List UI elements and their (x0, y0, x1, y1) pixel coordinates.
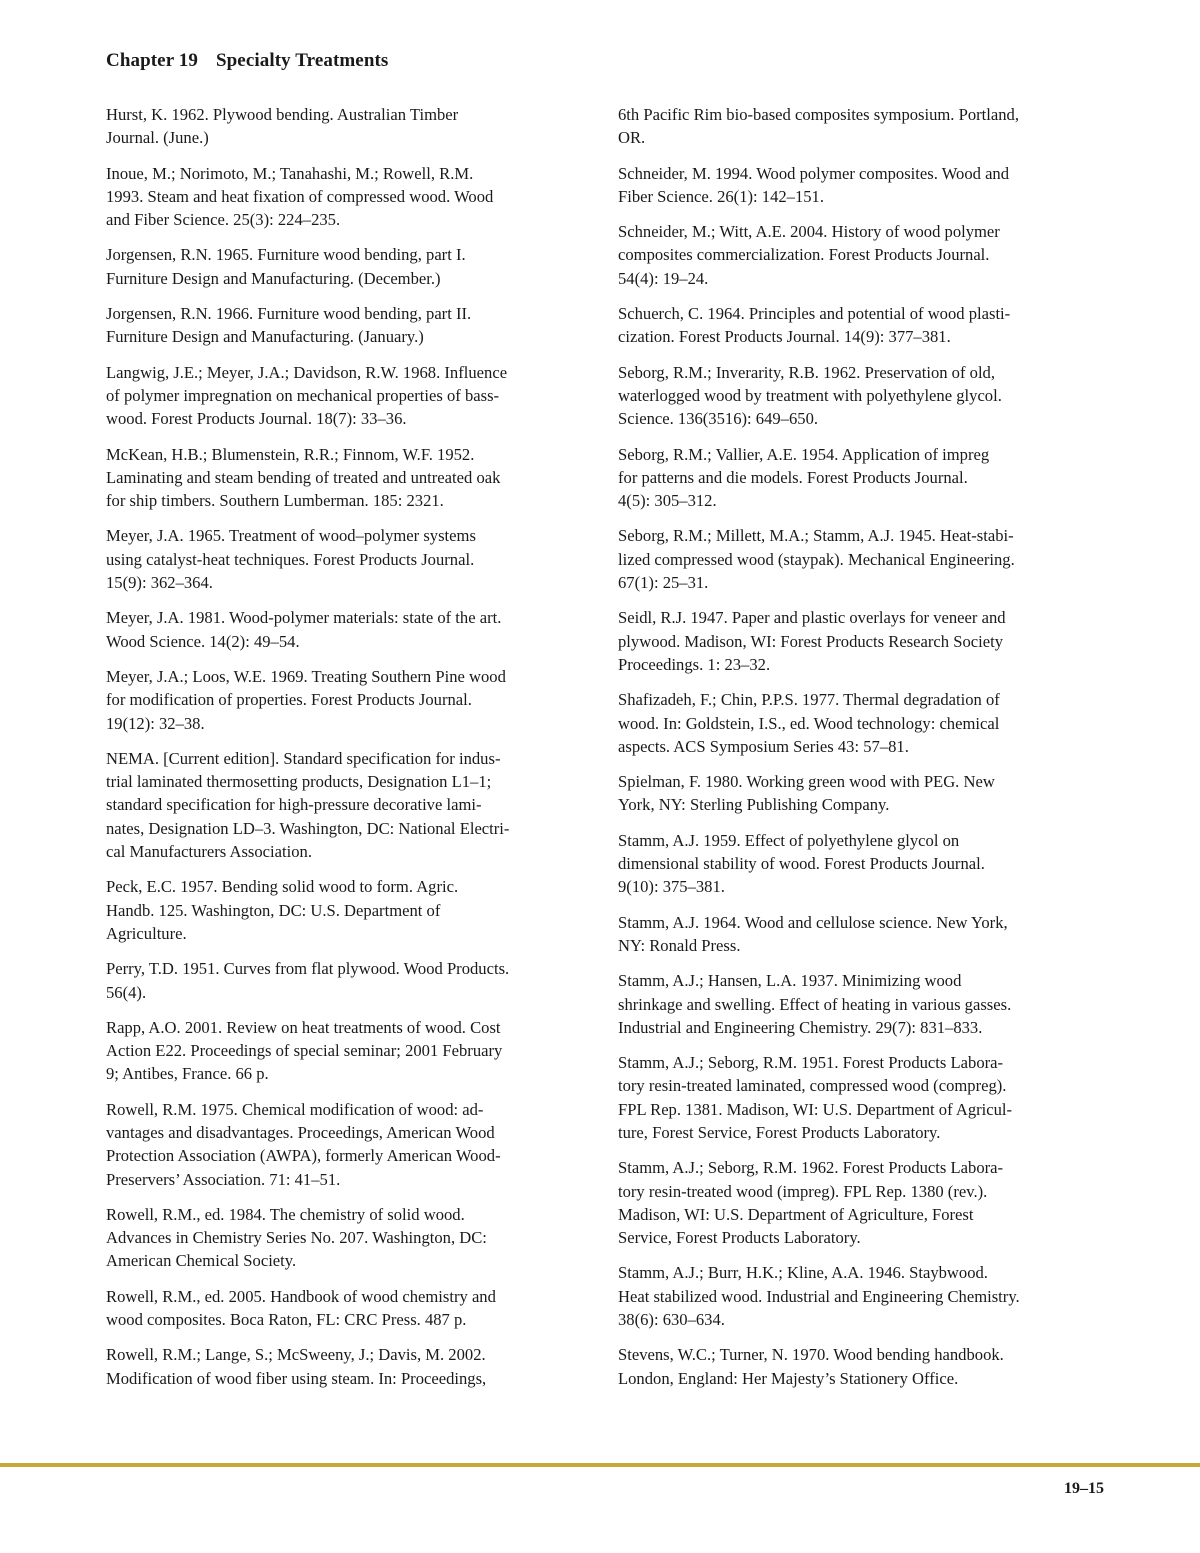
reference-entry (106, 1343, 588, 1390)
reference-line: Langwig, J.E.; Meyer, J.A.; Davidson, R.W. 1968. Influence (106, 362, 508, 382)
reference-line: Stamm, A.J. 1959. Effect of polyethylene glycol on (618, 830, 960, 850)
reference-line: American Chemical Society. (106, 1251, 297, 1271)
reference-entry (618, 220, 1100, 290)
reference-line: 15(9): 362–364. (106, 573, 213, 593)
reference-line: Stamm, A.J.; Hansen, L.A. 1937. Minimizing wood (618, 971, 962, 991)
reference-line: OR. (618, 128, 646, 148)
reference-entry (618, 524, 1100, 594)
reference-line: composites commercialization. Forest Products Journal. (618, 245, 990, 265)
reference-line: ture, Forest Service, Forest Products Laboratory. (618, 1122, 941, 1142)
reference-line: Protection Association (AWPA), formerly American Wood- (106, 1146, 501, 1166)
reference-line: Meyer, J.A. 1965. Treatment of wood–polymer systems (106, 526, 476, 546)
left-reference-column (106, 103, 588, 1402)
reference-line: Rapp, A.O. 2001. Review on heat treatments of wood. Cost (106, 1017, 501, 1037)
reference-entry (618, 103, 1100, 150)
reference-line: tory resin-treated laminated, compressed wood (compreg). (618, 1076, 1007, 1096)
reference-line: Schuerch, C. 1964. Principles and potential of wood plasti- (618, 304, 1011, 324)
reference-line: Spielman, F. 1980. Working green wood with PEG. New (618, 772, 995, 792)
reference-line: Service, Forest Products Laboratory. (618, 1228, 861, 1248)
reference-line: vantages and disadvantages. Proceedings, American Wood (106, 1122, 495, 1142)
reference-line: Modification of wood fiber using steam. In: Proceedings, (106, 1368, 487, 1388)
reference-entry (618, 1261, 1100, 1331)
reference-line: Seidl, R.J. 1947. Paper and plastic overlays for veneer and (618, 608, 1006, 628)
reference-line: Schneider, M. 1994. Wood polymer composites. Wood and (618, 163, 1010, 183)
reference-line: waterlogged wood by treatment with polyethylene glycol. (618, 385, 1002, 405)
reference-line: and Fiber Science. 25(3): 224–235. (106, 210, 341, 230)
reference-line: Agriculture. (106, 923, 187, 943)
reference-entry (106, 1203, 588, 1273)
reference-line: Shafizadeh, F.; Chin, P.P.S. 1977. Thermal degradation of (618, 690, 1000, 710)
reference-entry (618, 911, 1100, 958)
reference-entry (106, 443, 588, 513)
reference-line: standard specification for high-pressure decorative lami- (106, 795, 482, 815)
reference-line: 4(5): 305–312. (618, 491, 717, 511)
reference-line: Rowell, R.M.; Lange, S.; McSweeny, J.; Davis, M. 2002. (106, 1345, 486, 1365)
reference-line: Seborg, R.M.; Millett, M.A.; Stamm, A.J. 1945. Heat-stabi- (618, 526, 1014, 546)
reference-line: 38(6): 630–634. (618, 1310, 725, 1330)
reference-line: Stamm, A.J.; Burr, H.K.; Kline, A.A. 1946. Staybwood. (618, 1263, 988, 1283)
reference-line: Schneider, M.; Witt, A.E. 2004. History of wood polymer (618, 222, 1000, 242)
reference-entry (618, 969, 1100, 1039)
reference-line: wood. In: Goldstein, I.S., ed. Wood technology: chemical (618, 713, 1000, 733)
reference-line: of polymer impregnation on mechanical properties of bass- (106, 385, 500, 405)
reference-line: Hurst, K. 1962. Plywood bending. Australian Timber (106, 105, 459, 124)
reference-entry (618, 1051, 1100, 1144)
reference-line: FPL Rep. 1381. Madison, WI: U.S. Department of Agricul- (618, 1099, 1013, 1119)
reference-line: Fiber Science. 26(1): 142–151. (618, 186, 824, 206)
reference-entry (106, 103, 588, 150)
reference-entry (106, 606, 588, 653)
reference-entry (106, 957, 588, 1004)
reference-entry (618, 688, 1100, 758)
reference-line: Furniture Design and Manufacturing. (December.) (106, 268, 441, 288)
reference-line: plywood. Madison, WI: Forest Products Research Society (618, 631, 1003, 651)
reference-entry (618, 162, 1100, 209)
reference-line: using catalyst-heat techniques. Forest Products Journal. (106, 549, 475, 569)
reference-line: wood. Forest Products Journal. 18(7): 33–36. (106, 409, 407, 429)
reference-line: for ship timbers. Southern Lumberman. 185: 2321. (106, 491, 444, 511)
reference-line: London, England: Her Majesty’s Stationery Office. (618, 1368, 959, 1388)
reference-line: Meyer, J.A. 1981. Wood-polymer materials: state of the art. (106, 608, 502, 628)
reference-line: Wood Science. 14(2): 49–54. (106, 631, 300, 651)
reference-line: Stamm, A.J.; Seborg, R.M. 1962. Forest Products Labora- (618, 1158, 1004, 1178)
reference-line: Rowell, R.M., ed. 1984. The chemistry of solid wood. (106, 1204, 465, 1224)
reference-line: Proceedings. 1: 23–32. (618, 654, 771, 674)
reference-line: dimensional stability of wood. Forest Products Journal. (618, 854, 985, 874)
reference-line: Seborg, R.M.; Vallier, A.E. 1954. Application of impreg (618, 444, 990, 464)
reference-line: Handb. 125. Washington, DC: U.S. Department of (106, 900, 441, 920)
reference-entry (618, 361, 1100, 431)
reference-line: 9(10): 375–381. (618, 877, 725, 897)
reference-line: Advances in Chemistry Series No. 207. Washington, DC: (106, 1228, 487, 1248)
reference-line: York, NY: Sterling Publishing Company. (618, 795, 890, 815)
reference-line: wood composites. Boca Raton, FL: CRC Press. 487 p. (106, 1310, 467, 1330)
reference-line: 19(12): 32–38. (106, 713, 205, 733)
reference-line: Stamm, A.J.; Seborg, R.M. 1951. Forest Products Labora- (618, 1053, 1004, 1073)
reference-line: Laminating and steam bending of treated and untreated oak (106, 467, 501, 487)
reference-line: 56(4). (106, 982, 147, 1002)
reference-entry (618, 829, 1100, 899)
reference-line: 9; Antibes, France. 66 p. (106, 1064, 269, 1084)
reference-entry (106, 665, 588, 735)
reference-line: lized compressed wood (staypak). Mechanical Engineering. (618, 549, 1015, 569)
reference-line: cization. Forest Products Journal. 14(9): 377–381. (618, 327, 951, 347)
reference-line: Seborg, R.M.; Inverarity, R.B. 1962. Preservation of old, (618, 362, 996, 382)
reference-line: 1993. Steam and heat fixation of compressed wood. Wood (106, 186, 494, 206)
chapter-number: Chapter 19 (106, 50, 198, 71)
reference-line: Journal. (June.) (106, 128, 209, 148)
reference-entry (106, 302, 588, 349)
reference-line: Inoue, M.; Norimoto, M.; Tanahashi, M.; Rowell, R.M. (106, 163, 474, 183)
reference-line: tory resin-treated wood (impreg). FPL Rep. 1380 (rev.). (618, 1181, 988, 1201)
reference-line: Furniture Design and Manufacturing. (January.) (106, 327, 424, 347)
reference-line: aspects. ACS Symposium Series 43: 57–81. (618, 736, 909, 756)
reference-line: trial laminated thermosetting products, Designation L1–1; (106, 772, 492, 792)
chapter-header (106, 50, 388, 72)
reference-line: Stamm, A.J. 1964. Wood and cellulose science. New York, (618, 912, 1008, 932)
reference-line: Stevens, W.C.; Turner, N. 1970. Wood bending handbook. (618, 1345, 1004, 1365)
reference-line: Rowell, R.M. 1975. Chemical modification of wood: ad- (106, 1099, 484, 1119)
reference-line: Jorgensen, R.N. 1966. Furniture wood bending, part II. (106, 304, 472, 324)
reference-line: McKean, H.B.; Blumenstein, R.R.; Finnom, W.F. 1952. (106, 444, 475, 464)
right-reference-column (618, 103, 1100, 1402)
reference-line: 6th Pacific Rim bio-based composites symposium. Portland, (618, 105, 1019, 124)
reference-line: Science. 136(3516): 649–650. (618, 409, 819, 429)
reference-line: 54(4): 19–24. (618, 268, 709, 288)
reference-line: Perry, T.D. 1951. Curves from flat plywood. Wood Products. (106, 959, 510, 979)
reference-line: nates, Designation LD–3. Washington, DC: National Electri- (106, 818, 510, 838)
reference-entry (106, 243, 588, 290)
reference-entry (106, 361, 588, 431)
reference-entry (106, 524, 588, 594)
reference-line: NEMA. [Current edition]. Standard specification for indus- (106, 748, 501, 768)
reference-line: NY: Ronald Press. (618, 935, 741, 955)
footer-rule (0, 1463, 1200, 1467)
reference-line: Jorgensen, R.N. 1965. Furniture wood bending, part I. (106, 245, 466, 265)
reference-line: Action E22. Proceedings of special seminar; 2001 February (106, 1041, 503, 1061)
reference-line: Peck, E.C. 1957. Bending solid wood to form. Agric. (106, 877, 459, 897)
page-number: 19–15 (1064, 1480, 1104, 1497)
reference-entry (106, 875, 588, 945)
reference-entry (106, 162, 588, 232)
reference-line: cal Manufacturers Association. (106, 842, 312, 862)
reference-entry (106, 1285, 588, 1332)
reference-entry (618, 302, 1100, 349)
reference-line: Industrial and Engineering Chemistry. 29(7): 831–833. (618, 1017, 983, 1037)
reference-line: Meyer, J.A.; Loos, W.E. 1969. Treating Southern Pine wood (106, 666, 506, 686)
reference-entry (618, 1156, 1100, 1249)
reference-line: Heat stabilized wood. Industrial and Engineering Chemistry. (618, 1286, 1020, 1306)
reference-entry (106, 1016, 588, 1086)
reference-entry (618, 606, 1100, 676)
reference-entry (106, 747, 588, 863)
reference-entry (618, 1343, 1100, 1390)
chapter-title: Specialty Treatments (215, 50, 389, 71)
reference-entry (618, 443, 1100, 513)
reference-line: for patterns and die models. Forest Products Journal. (618, 467, 968, 487)
reference-line: Madison, WI: U.S. Department of Agriculture, Forest (618, 1204, 974, 1224)
reference-line: Preservers’ Association. 71: 41–51. (106, 1169, 341, 1189)
reference-line: Rowell, R.M., ed. 2005. Handbook of wood chemistry and (106, 1286, 496, 1306)
reference-entry (618, 770, 1100, 817)
reference-entry (106, 1098, 588, 1191)
reference-line: shrinkage and swelling. Effect of heating in various gasses. (618, 994, 1012, 1014)
reference-line: 67(1): 25–31. (618, 573, 709, 593)
reference-line: for modification of properties. Forest Products Journal. (106, 690, 472, 710)
